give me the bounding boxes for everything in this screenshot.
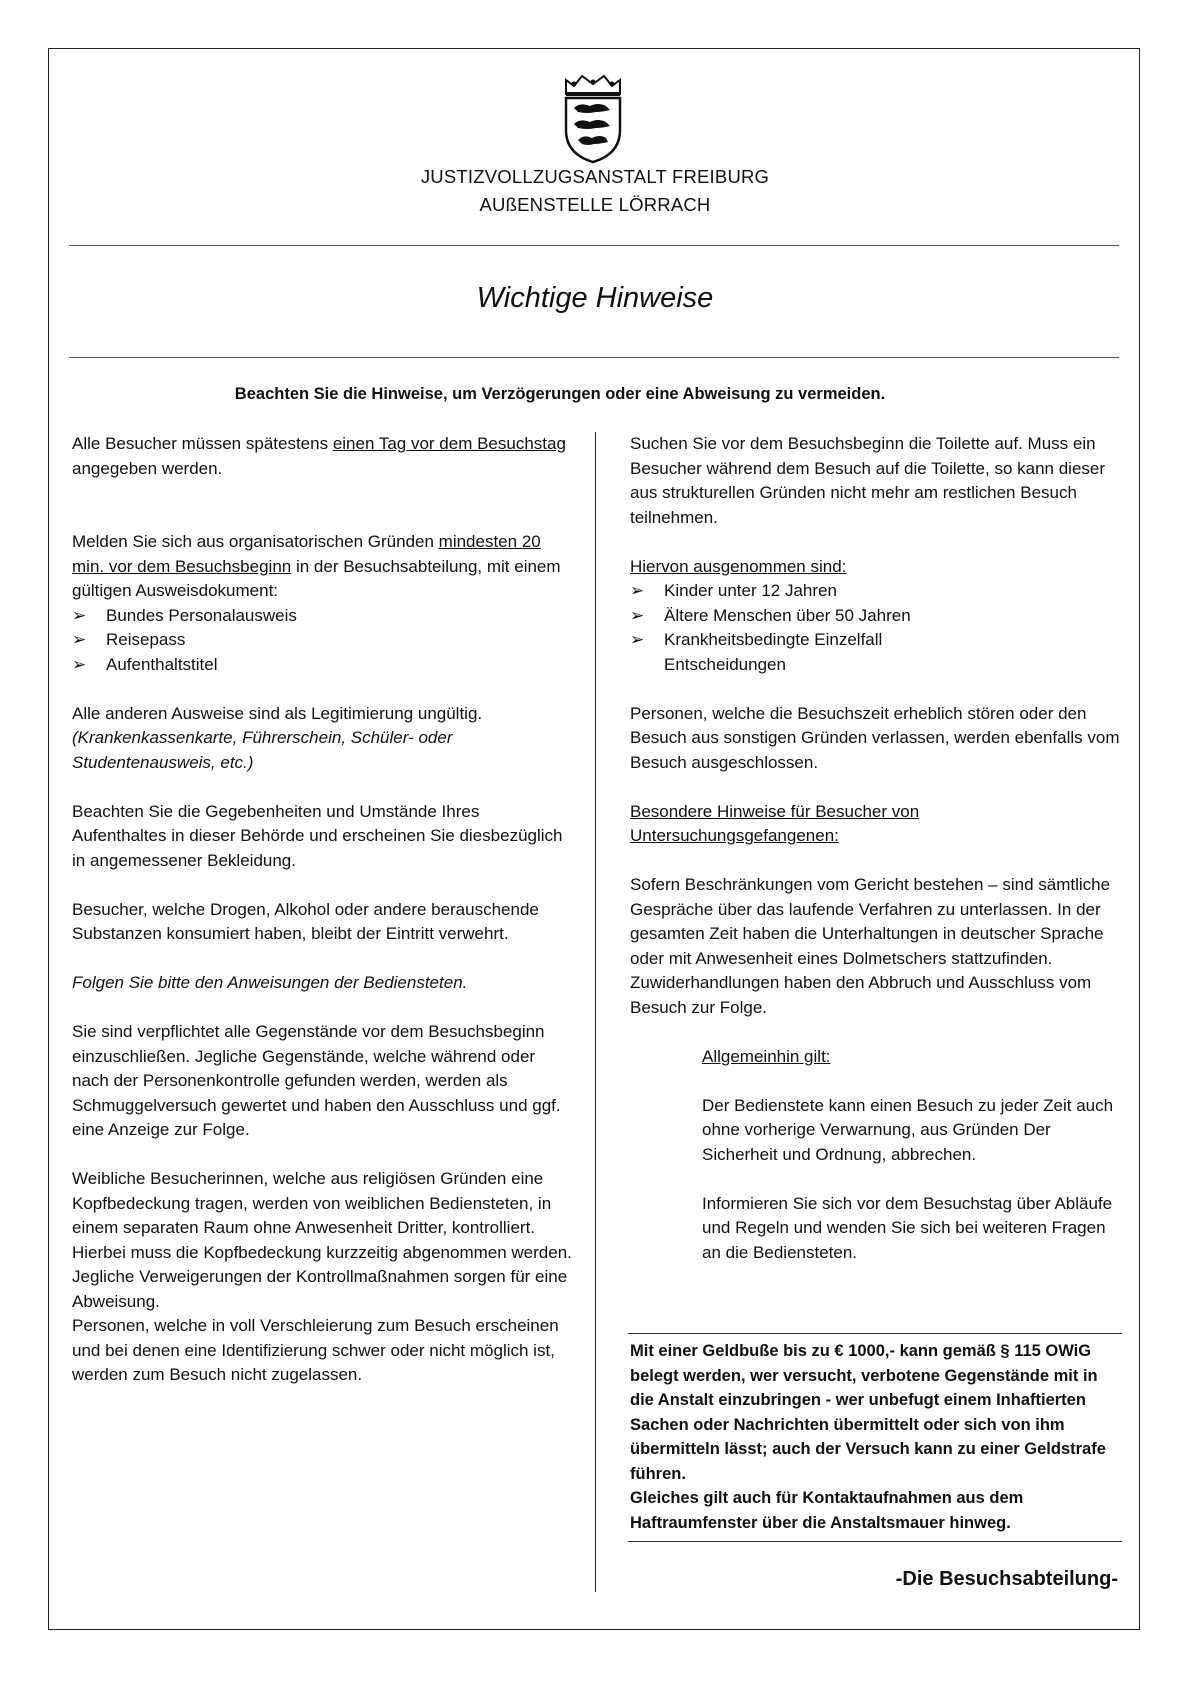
- arrowhead-bullet-icon: ➢: [630, 581, 645, 600]
- inform-paragraph: Informieren Sie sich vor dem Besuchstag über Abläufe und Regeln und wenden Sie sich bei weiteren Fragen an die Bediensteten.: [702, 1193, 1113, 1262]
- court-restrictions-paragraph: Sofern Beschränkungen vom Gericht bestehen – sind sämtliche Gespräche über das laufende Verfahren zu unterlassen. In der gesamten Zeit haben die Unterhaltungen in deutscher Sprache oder mit Anwesenheit eines Dolmetschers stattzufinden. Zuwiderhandlungen haben den Abbruch und Ausschluss vom Besuch zur Folge.: [630, 875, 1111, 1017]
- list-item: ➢ Ältere Menschen über 50 Jahren: [630, 604, 1120, 629]
- refusal-paragraph: Jegliche Verweigerungen der Kontrollmaßnahmen sorgen für eine Abweisung.: [72, 1267, 568, 1311]
- lockers-paragraph: Sie sind verpflichtet alle Gegenstände vor dem Besuchsbeginn einzuschließen. Jegliche Gegenstände, welche während oder nach der Personenkontrolle gefunden werden, werden als Schmuggelversuch gewertet und haben den Ausschluss und ggf. eine Anzeige zur Folge.: [72, 1022, 561, 1139]
- id-document-list: [72, 604, 572, 678]
- check-in-paragraph: Melden Sie sich aus organisatorischen Gründen mindesten 20 min. vor dem Besuchsbeginn in der Besuchsabteilung, mit einem gültigen Ausweisdokument:: [72, 532, 561, 600]
- general-rules-heading: Allgemeinhin gilt:: [702, 1046, 831, 1066]
- arrowhead-bullet-icon: ➢: [72, 605, 87, 625]
- exceptions-heading: Hiervon ausgenommen sind:: [630, 556, 847, 576]
- column-divider: [595, 432, 596, 1592]
- fine-warning-text: Mit einer Geldbuße bis zu € 1000,- kann gemäß § 115 OWiG belegt werden, wer versucht, verbotene Gegenstände mit in die Anstalt einzubringen - wer unbefugt einem Inhaftierten Sachen oder Nachrichten übermittelt oder sich von ihm übermitteln lässt; auch der Versuch kann zu einer Geldstrafe führen.: [630, 1342, 1106, 1483]
- list-item: ➢ Aufenthaltstitel: [72, 653, 572, 678]
- page-title: Wichtige Hinweise: [476, 282, 714, 314]
- follow-instructions: Folgen Sie bitte den Anweisungen der Bediensteten.: [72, 973, 468, 992]
- toilet-paragraph: Suchen Sie vor dem Besuchsbeginn die Toilette auf. Muss ein Besucher während dem Besuch auf die Toilette, so kann dieser aus strukturellen Gründen nicht mehr am restlichen Besuch teilnehmen.: [630, 434, 1106, 527]
- termination-paragraph: Der Bedienstete kann einen Besuch zu jeder Zeit auch ohne vorherige Verwarnung, aus Gründen Der Sicherheit und Ordnung, abbrechen.: [702, 1095, 1114, 1164]
- veil-paragraph: Personen, welche in voll Verschleierung zum Besuch erscheinen und bei denen eine Identifizierung schwer oder nicht möglich ist, werden zum Besuch nicht zugelassen.: [72, 1316, 559, 1384]
- registration-deadline: einen Tag vor dem Besuchstag: [332, 434, 566, 453]
- registration-paragraph: Alle Besucher müssen spätestens einen Tag vor dem Besuchstag angegeben werden.: [72, 434, 566, 478]
- headscarf-paragraph: Weibliche Besucherinnen, welche aus religiösen Gründen eine Kopfbedeckung tragen, werden von weiblichen Bediensteten, in einem separaten Raum ohne Anwesenheit Dritter, kontrolliert. Hierbei muss die Kopfbedeckung kurzzeitig abgenommen werden.: [72, 1169, 572, 1262]
- dress-code-paragraph: Beachten Sie die Gegebenheiten und Umstände Ihres Aufenthaltes in dieser Behörde und erscheinen Sie diesbezüglich in angemessener Bekleidung.: [72, 801, 563, 870]
- branch-name: AUßENSTELLE LÖRRACH: [479, 194, 711, 215]
- check-in-deadline: mindesten 20 min. vor dem Besuchsbeginn: [72, 532, 541, 576]
- list-item: ➢ Reisepass: [72, 628, 572, 653]
- general-rules-block: [630, 1045, 1120, 1266]
- window-contact-warning: Gleiches gilt auch für Kontaktaufnahmen aus dem Haftraumfenster über die Anstaltsmauer hinweg.: [630, 1489, 1024, 1532]
- disruption-paragraph: Personen, welche die Besuchszeit erheblich stören oder den Besuch aus sonstigen Gründen verlassen, werden ebenfalls vom Besuch ausgeschlossen.: [630, 703, 1120, 772]
- list-item: ➢ Krankheitsbedingte Einzelfall Entscheidungen: [630, 630, 883, 674]
- arrowhead-bullet-icon: ➢: [72, 654, 87, 674]
- left-column: [72, 432, 572, 1388]
- institution-name: JUSTIZVOLLZUGSANSTALT FREIBURG: [420, 166, 770, 187]
- signature: -Die Besuchsabteilung-: [895, 1568, 1118, 1590]
- state-crest-icon: [560, 72, 626, 164]
- invalid-ids-examples: (Krankenkassenkarte, Führerschein, Schüler- oder Studentenausweis, etc.): [72, 728, 453, 772]
- special-notes-heading: Besondere Hinweise für Besucher von Untersuchungsgefangenen:: [630, 801, 920, 845]
- right-column: [630, 432, 1120, 1265]
- arrowhead-bullet-icon: ➢: [630, 605, 645, 625]
- notice-text: Beachten Sie die Hinweise, um Verzögerungen oder eine Abweisung zu vermeiden.: [234, 385, 886, 403]
- invalid-ids-paragraph: Alle anderen Ausweise sind als Legitimierung ungültig.: [72, 703, 483, 723]
- arrowhead-bullet-icon: ➢: [72, 630, 87, 649]
- list-item: ➢ Bundes Personalausweis: [72, 604, 572, 629]
- substances-paragraph: Besucher, welche Drogen, Alkohol oder andere berauschende Substanzen konsumiert haben, bleibt der Eintritt verwehrt.: [72, 899, 539, 943]
- fine-warning-box: [628, 1333, 1122, 1542]
- arrowhead-bullet-icon: ➢: [630, 630, 645, 649]
- exceptions-list: [630, 579, 1120, 677]
- header-divider: [69, 245, 1119, 246]
- list-item: ➢ Kinder unter 12 Jahren: [630, 579, 1120, 604]
- title-divider: [69, 357, 1119, 358]
